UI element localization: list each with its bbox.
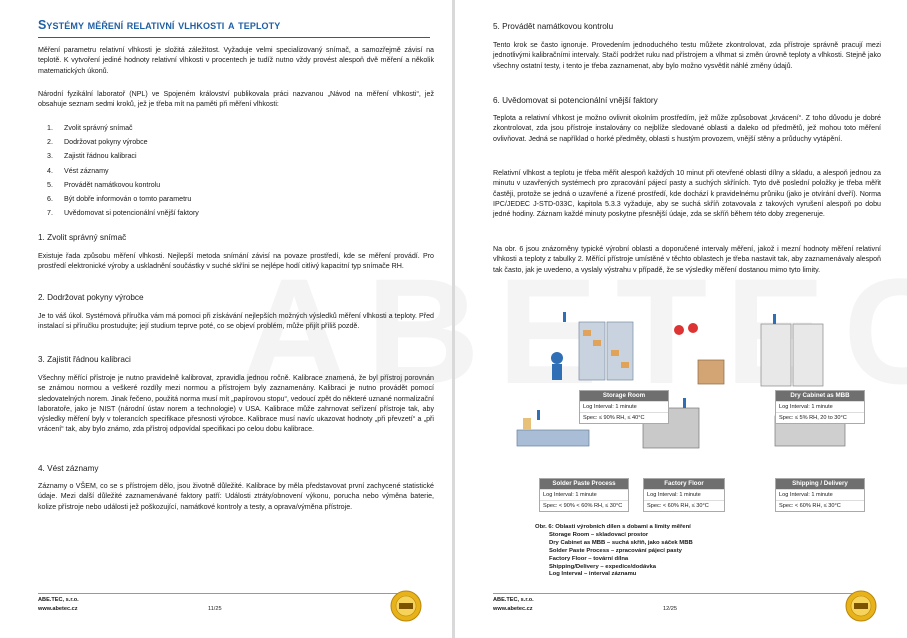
list-item: 5. Provádět namátkovou kontrolu — [47, 180, 161, 189]
footer-company: ABE.TEC, s.r.o. — [493, 597, 534, 603]
footer — [38, 593, 414, 624]
list-item: 3. Zajistit řádnou kalibraci — [47, 152, 137, 161]
intro-paragraph-2: Národní fyzikální laboratoř (NPL) ve Spojeném království publikovala práci nazvanou „Návod na měření vlhkosti“, jež obsahuje seznam sedmi kroků, jež je třeba mít na paměti při měření vlhkosti: — [38, 90, 434, 109]
zone-factory-floor: Factory Floor Log Interval: 1 minute Spec: < 60% RH, ≤ 30°C — [643, 478, 725, 512]
section-text-4: Záznamy o VŠEM, co se s přístrojem dělo, jsou životně důležité. Kalibrace by měla představovat první zachycené statistické údaje. Mezi další důležité zaznamenávané faktory patří: Události ztráty/obnovení výkonu, porucha nebo výměna baterie, kolize přístroje nebo události jež poškozující, namátkové kontroly a testy, a oprava/výměna přístroje. — [38, 482, 434, 511]
section-heading-6: 6. Uvědomovat si potencionální vnější faktory — [493, 96, 658, 105]
list-item: 6. Být dobře informován o tomto parametru — [47, 194, 192, 203]
production-areas-figure — [493, 300, 885, 520]
section-text-6a: Teplota a relativní vlhkost je možno ovlivnit okolním prostředím, jež může způsobovat „krvácení“. Z toho důvodu je dobré zkontrolovat, zda jsou přístroje instalovány co nejblíže sledované oblasti a daleko od předmětů, jež mohou toto měření ovlivňovat. Jedná se například o horké předměty, oblasti s hustým provozem, vnější stěny a průduchy vytápění. — [493, 114, 881, 143]
footer — [493, 593, 869, 624]
section-text-1: Existuje řada způsobu měření vlhkosti. Nejlepší metoda snímání závisí na povaze prostředí, kde se měření provádí. Pro prostředí elektronické výroby a uskladnění součástky v suché skříni se nejlépe hodí citlivý kapacitní typ snímače RH. — [38, 252, 434, 271]
section-text-5: Tento krok se často ignoruje. Provedením jednoduchého testu můžete zkontrolovat, zda přístroje správně pracují mezi jednotlivými kalibračními intervaly. Stačí podržet ruku nad přístrojem a vlhmat si změn úrovně teploty a vlhkosti. Stejně jako všechny ostatní testy, i tento je třeba zaznamenat, aby bylo možno vysvětlit náhlé změny údajů. — [493, 41, 881, 70]
zone-storage-room: Storage Room Log Interval: 1 minute Spec: ≤ 90% RH, ≤ 40°C — [579, 390, 669, 424]
caption-line: Storage Room – skladovací prostor — [549, 531, 649, 538]
caption-line: Log Interval – interval záznamu — [549, 571, 637, 578]
page-right — [455, 0, 907, 638]
quality-seal-icon — [845, 590, 877, 622]
page-left — [0, 0, 452, 638]
zone-shipping: Shipping / Delivery Log Interval: 1 minute Spec: < 60% RH, ≤ 30°C — [775, 478, 865, 512]
section-heading-2: 2. Dodržovat pokyny výrobce — [38, 293, 144, 302]
section-text-3: Všechny měřící přístroje je nutno pravidelně kalibrovat, zpravidla jednou ročně. Kalibrace znamená, že byl přístroj porovnán se známou normou a veškeré rozdíly mezi normou a přístrojem byly zaznamenány. Kalibraci je nutno provádět pomocí sledovatelných norem. Jinak řečeno, použitá norma musí mít „papírovou stopu“, vedoucí zpět do některé uznané normalizační laboratoře, jako je NIST (národní ústav norem a technologie) v USA. Kalibrace může zahrnovat seřízení přístroje tak, aby výsledky měření byly v tolerancích specifikace přesnosti výrobce. Kalibrace musí navíc ukazovat hodnoty „při převzetí“ a „při vrácení“ tak, aby bylo známo, zda přístroj odpovídal specifikaci po celou dobu kalibrace. — [38, 374, 434, 434]
caption-line: Solder Paste Process – zpracování pájecí pasty — [549, 547, 682, 554]
figure-caption — [535, 524, 693, 579]
steps-list — [38, 121, 434, 220]
list-item: 2. Dodržovat pokyny výrobce — [47, 138, 148, 147]
caption-line: Dry Cabinet as MBB – suchá skříň, jako sáček MBB — [549, 539, 693, 546]
zone-solder-paste: Solder Paste Process Log Interval: 1 minute Spec: < 90% < 60% RH, ≤ 30°C — [539, 478, 629, 512]
title-rule — [38, 37, 430, 38]
list-item: 4. Vést záznamy — [47, 166, 109, 175]
section-text-6c: Na obr. 6 jsou znázorněny typické výrobní oblasti a doporučené intervaly měření, jakož i mezní hodnoty měření relativní vlhkosti a teploty z tabulky 2. Měřící přístroje umístěné v těchto oblastech je třeba nastavit tak, aby zaznamenávaly alespoň tak často, jak je uvedeno, a vyslaly výstrahu v případě, že se výsledky měření dostanou mimo tyto limity. — [493, 245, 881, 274]
list-item: 1. Zvolit správný snímač — [47, 124, 133, 132]
quality-seal-icon — [390, 590, 422, 622]
section-heading-3: 3. Zajistit řádnou kalibraci — [38, 355, 131, 364]
zone-dry-cabinet: Dry Cabinet as MBB Log Interval: 1 minute Spec: ≤ 5% RH, 20 to 30°C — [775, 390, 865, 424]
list-item: 7. Uvědomovat si potencionální vnější faktory — [47, 209, 199, 218]
section-heading-5: 5. Provádět namátkovou kontrolu — [493, 22, 614, 31]
section-heading-1: 1. Zvolit správný snímač — [38, 233, 127, 242]
footer-company: ABE.TEC, s.r.o. — [38, 597, 79, 603]
page-title: Systémy měření relativní vlhkosti a teploty — [38, 18, 281, 32]
section-heading-4: 4. Vést záznamy — [38, 464, 99, 473]
page-number: 12/25 — [663, 606, 677, 612]
section-text-6b: Relativní vlhkost a teplotu je třeba měřit alespoň každých 10 minut při otevřené oblasti dílny a skladu, a alespoň jednou za minutu v uzavřených systémech pro zpracování pájecí pasty a suchých skříních. Tyto dvě poslední položky je třeba měřit častěji, protože se jedná o uzavřené a řízené prostředí, kde dochází k pravidelnému průniku (jako je otvírání dveří). Norma IPC/JEDEC J-STD-033C, kapitola 5.3.3 vyžaduje, aby se suchá skříň zotavovala z takových vyrušení alespoň po dobu jedné hodiny. Záznam každé minuty poskytne přesnější údaje, zda se skříň během této doby zregeneruje. — [493, 169, 881, 219]
caption-line: Shipping/Delivery – expedice/dodávka — [549, 563, 657, 570]
caption-line: Factory Floor – tovární dílna — [549, 555, 629, 562]
footer-web: www.abetec.cz — [493, 606, 533, 612]
page-number: 11/25 — [208, 606, 222, 612]
footer-web: www.abetec.cz — [38, 606, 78, 612]
section-text-2: Je to váš úkol. Systémová příručka vám má pomoci při získávání nejlepších možných výsledků měření vlhkosti a teploty. Před instalací si příručku prostudujte; její studium teprve poté, co se objeví problém, může přijít příliš pozdě. — [38, 312, 434, 331]
caption-title: Obr. 6: Oblasti výrobních dílen s dobami a limity měření — [535, 524, 691, 530]
intro-paragraph-1: Měření parametru relativní vlhkosti je složitá záležitost. Vyžaduje velmi specializovaný snímač, a samozřejmě závisí na teplotě. K vytvoření jediné hodnoty relativní vlhkosti v procentech je tudíž nutno vždy provést alespoň dvě měření a několik matematických úkonů. — [38, 46, 434, 75]
